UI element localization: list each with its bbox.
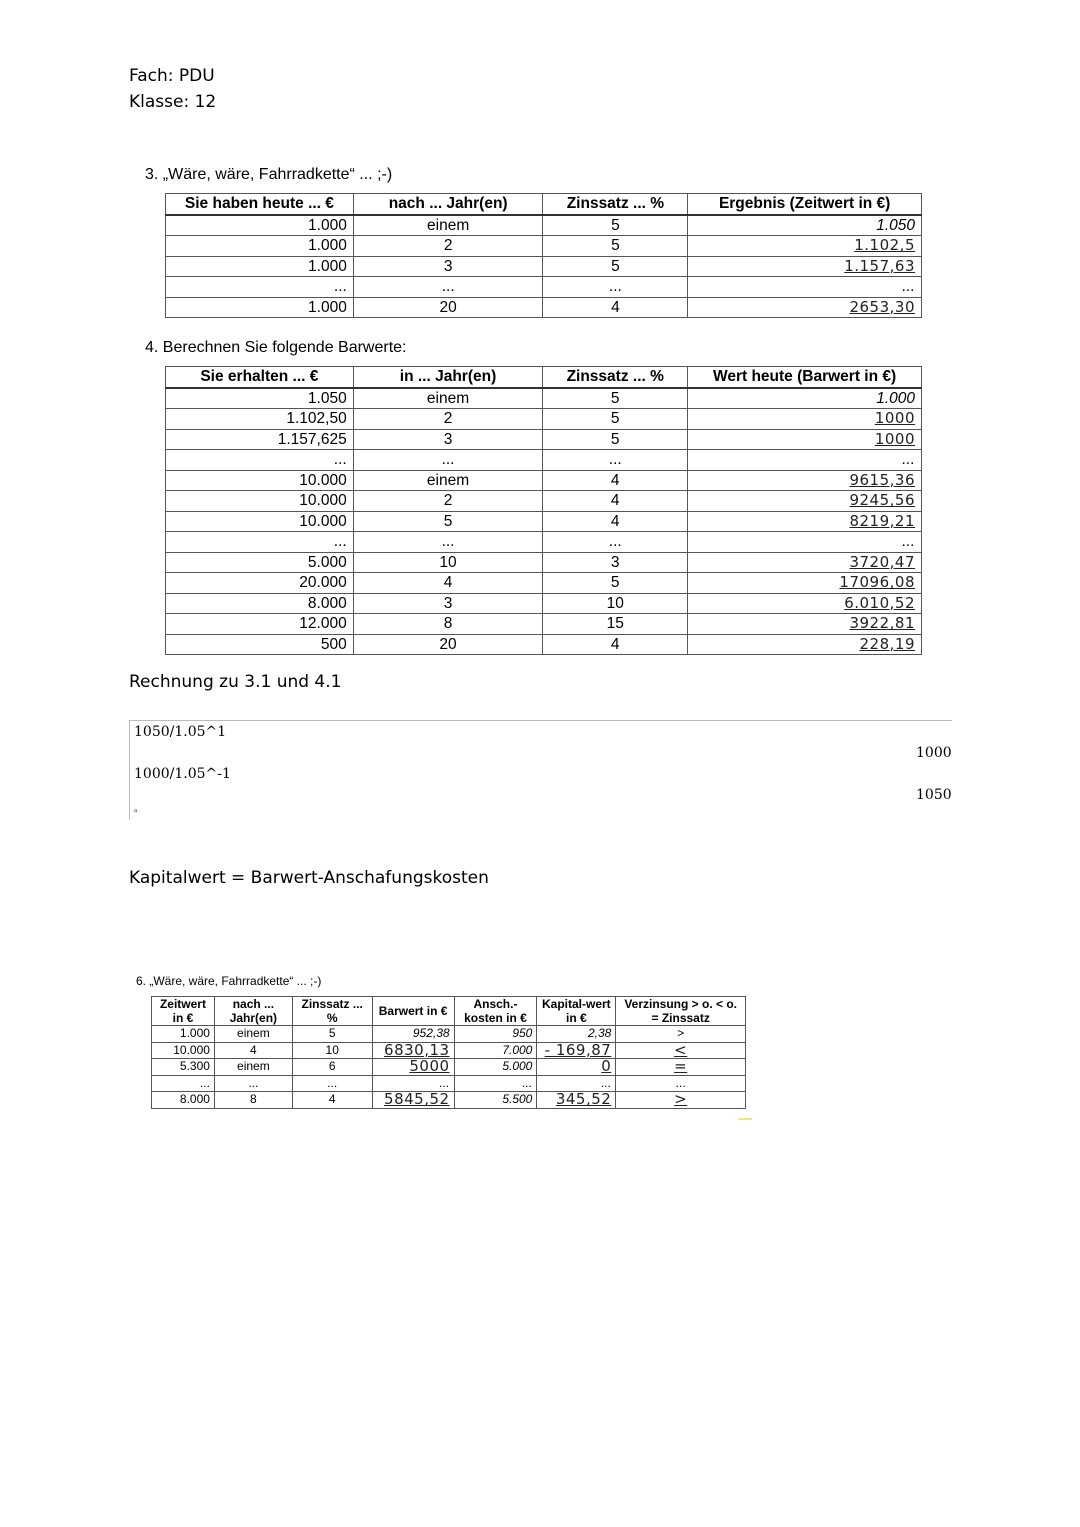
column-header: nach ... Jahr(en): [353, 194, 543, 215]
table-row: [166, 215, 922, 236]
handwritten-answer: 8219,21: [688, 511, 922, 532]
handwritten-answer: 345,52: [537, 1092, 616, 1109]
table-cell: ...: [616, 1075, 746, 1092]
column-header: Zinssatz ... %: [543, 367, 688, 388]
table-cell: 10: [543, 593, 688, 614]
column-header: in ... Jahr(en): [353, 367, 543, 388]
table-cell: 952,38: [372, 1026, 454, 1043]
table-row: [166, 491, 922, 512]
table-cell: ...: [543, 450, 688, 471]
table-cell: 8.000: [152, 1092, 215, 1109]
table-cell: 5: [543, 573, 688, 594]
table-row: [166, 277, 922, 298]
table-cell: >: [616, 1026, 746, 1043]
table-row: [166, 470, 922, 491]
table-cell: ...: [688, 532, 922, 553]
calc-heading: Rechnung zu 3.1 und 4.1: [129, 672, 342, 692]
table-cell: 4: [543, 511, 688, 532]
table-cell: ...: [688, 450, 922, 471]
calc-expression: 1050/1.05^1: [134, 724, 227, 740]
column-header: Sie erhalten ... €: [166, 367, 354, 388]
table-row: [166, 614, 922, 635]
table-cell: ...: [543, 532, 688, 553]
table-cell: 3: [353, 429, 543, 450]
table-cell: 20: [353, 634, 543, 655]
table-cell: ...: [214, 1075, 292, 1092]
table-cell: einem: [353, 470, 543, 491]
table-cell: 3: [543, 552, 688, 573]
table-cell: 2: [353, 409, 543, 430]
table-row: [166, 429, 922, 450]
handwritten-answer: 228,19: [688, 634, 922, 655]
table-cell: 1.157,625: [166, 429, 354, 450]
table-cell: 5: [292, 1026, 372, 1043]
table-cell: 1.050: [166, 388, 354, 409]
table-cell: ...: [688, 277, 922, 298]
table-row: [166, 388, 922, 409]
table-cell: ...: [353, 277, 543, 298]
table-row: [152, 1075, 746, 1092]
calc-result: 1050: [916, 787, 952, 803]
highlighter-mark: [738, 1118, 752, 1120]
table-cell: 20: [353, 297, 543, 318]
table-cell: 1.000: [688, 388, 922, 409]
table-cell: 5: [543, 256, 688, 277]
table-cell: 1.102,50: [166, 409, 354, 430]
task3-table: [165, 193, 922, 318]
table-cell: 10.000: [166, 470, 354, 491]
table-cell: 4: [543, 297, 688, 318]
table-cell: ...: [166, 450, 354, 471]
formula-text: Kapitalwert = Barwert-Anschafungskosten: [129, 868, 489, 888]
handwritten-answer: 6.010,52: [688, 593, 922, 614]
handwritten-answer: 1.102,5: [688, 236, 922, 257]
table-cell: 5: [543, 215, 688, 236]
handwritten-answer: 1.157,63: [688, 256, 922, 277]
table-cell: 6: [292, 1059, 372, 1076]
table-cell: 10: [292, 1042, 372, 1059]
table-row: [166, 409, 922, 430]
task6-table: [151, 996, 746, 1109]
table-cell: einem: [353, 215, 543, 236]
table-row: [166, 511, 922, 532]
table-cell: 1.000: [166, 256, 354, 277]
calculator-top-border: [129, 720, 952, 721]
table-cell: ...: [454, 1075, 537, 1092]
column-header: Zinssatz ... %: [292, 997, 372, 1026]
table-cell: 4: [543, 491, 688, 512]
handwritten-answer: 6830,13: [372, 1042, 454, 1059]
table-cell: 15: [543, 614, 688, 635]
task6-title: 6. „Wäre, wäre, Fahrradkette“ ... ;-): [136, 974, 322, 988]
column-header: Sie haben heute ... €: [166, 194, 354, 215]
table-row: [166, 532, 922, 553]
column-header: Kapital-wert in €: [537, 997, 616, 1026]
table-cell: 4: [543, 470, 688, 491]
table-cell: einem: [353, 388, 543, 409]
column-header: Ansch.-kosten in €: [454, 997, 537, 1026]
table-cell: 8: [353, 614, 543, 635]
table-cell: 10.000: [166, 511, 354, 532]
handwritten-answer: 9615,36: [688, 470, 922, 491]
handwritten-answer: 3720,47: [688, 552, 922, 573]
table-cell: 1.000: [166, 215, 354, 236]
table-cell: ...: [537, 1075, 616, 1092]
column-header: Zinssatz ... %: [543, 194, 688, 215]
table-cell: 4: [292, 1092, 372, 1109]
handwritten-answer: 9245,56: [688, 491, 922, 512]
handwritten-answer: - 169,87: [537, 1042, 616, 1059]
table-cell: ...: [353, 450, 543, 471]
table-cell: einem: [214, 1026, 292, 1043]
table-cell: 20.000: [166, 573, 354, 594]
table-cell: ...: [166, 277, 354, 298]
table-cell: 5.000: [166, 552, 354, 573]
table-cell: 5: [543, 429, 688, 450]
table-header-row: [166, 367, 922, 388]
table-cell: einem: [214, 1059, 292, 1076]
document-header: [129, 63, 216, 115]
table-row: [166, 450, 922, 471]
handwritten-answer: 17096,08: [688, 573, 922, 594]
table-cell: 2: [353, 236, 543, 257]
column-header: Verzinsung > o. < o. = Zinssatz: [616, 997, 746, 1026]
table-row: [166, 552, 922, 573]
column-header: nach ... Jahr(en): [214, 997, 292, 1026]
table-cell: 500: [166, 634, 354, 655]
calculator-left-border: [129, 720, 130, 820]
calc-input-cursor[interactable]: ▫: [134, 806, 138, 817]
table-cell: 3: [353, 256, 543, 277]
table-cell: 10.000: [152, 1042, 215, 1059]
table-cell: 8.000: [166, 593, 354, 614]
table-cell: 1.000: [166, 236, 354, 257]
table-cell: ...: [372, 1075, 454, 1092]
table-cell: 5.000: [454, 1059, 537, 1076]
table-cell: 1.050: [688, 215, 922, 236]
table-cell: 5.300: [152, 1059, 215, 1076]
table-cell: ...: [152, 1075, 215, 1092]
column-header: Zeitwert in €: [152, 997, 215, 1026]
table-cell: 5: [543, 388, 688, 409]
table-cell: 5: [543, 409, 688, 430]
table-cell: 7.000: [454, 1042, 537, 1059]
table-cell: 4: [543, 634, 688, 655]
table-cell: 10: [353, 552, 543, 573]
table-cell: 4: [353, 573, 543, 594]
handwritten-answer: 0: [537, 1059, 616, 1076]
table-row: [166, 236, 922, 257]
table-row: [166, 256, 922, 277]
task4-table: [165, 366, 922, 655]
table-cell: 950: [454, 1026, 537, 1043]
table-header-row: [152, 997, 746, 1026]
table-cell: ...: [543, 277, 688, 298]
handwritten-answer: =: [616, 1059, 746, 1076]
handwritten-answer: >: [616, 1092, 746, 1109]
calculator-panel: [129, 720, 952, 820]
subject-label: Fach: PDU: [129, 66, 215, 86]
handwritten-answer: 3922,81: [688, 614, 922, 635]
column-header: Ergebnis (Zeitwert in €): [688, 194, 922, 215]
table-row: [166, 593, 922, 614]
column-header: Barwert in €: [372, 997, 454, 1026]
handwritten-answer: 5845,52: [372, 1092, 454, 1109]
table-cell: ...: [166, 532, 354, 553]
handwritten-answer: <: [616, 1042, 746, 1059]
handwritten-answer: 1000: [688, 409, 922, 430]
table-row: [166, 573, 922, 594]
table-cell: 2,38: [537, 1026, 616, 1043]
table-cell: ...: [292, 1075, 372, 1092]
table-row: [152, 1092, 746, 1109]
class-label: Klasse: 12: [129, 92, 217, 112]
table-cell: 10.000: [166, 491, 354, 512]
table-cell: 5.500: [454, 1092, 537, 1109]
calc-expression: 1000/1.05^-1: [134, 766, 231, 782]
handwritten-answer: 1000: [688, 429, 922, 450]
table-cell: 4: [214, 1042, 292, 1059]
table-header-row: [166, 194, 922, 215]
table-row: [152, 1026, 746, 1043]
table-cell: 1.000: [152, 1026, 215, 1043]
table-cell: 12.000: [166, 614, 354, 635]
table-cell: 5: [543, 236, 688, 257]
table-cell: ...: [353, 532, 543, 553]
table-cell: 5: [353, 511, 543, 532]
column-header: Wert heute (Barwert in €): [688, 367, 922, 388]
table-cell: 3: [353, 593, 543, 614]
table-row: [152, 1059, 746, 1076]
table-cell: 8: [214, 1092, 292, 1109]
handwritten-answer: 5000: [372, 1059, 454, 1076]
table-row: [152, 1042, 746, 1059]
table-cell: 2: [353, 491, 543, 512]
table-cell: 1.000: [166, 297, 354, 318]
table-row: [166, 297, 922, 318]
task3-title: 3. „Wäre, wäre, Fahrradkette“ ... ;-): [145, 166, 393, 183]
table-row: [166, 634, 922, 655]
calc-result: 1000: [916, 745, 952, 761]
handwritten-answer: 2653,30: [688, 297, 922, 318]
task4-title: 4. Berechnen Sie folgende Barwerte:: [145, 339, 407, 356]
